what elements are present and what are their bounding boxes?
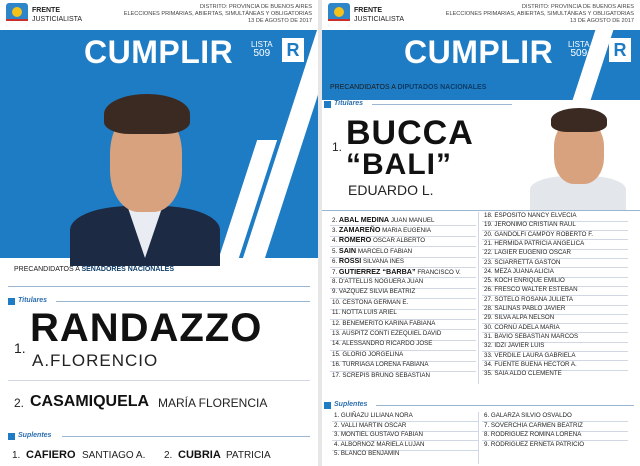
candidate-row [334, 450, 399, 459]
candidate-row [332, 226, 431, 236]
candidate-number: 2. [334, 421, 340, 429]
candidate-name: RODRIGUEZ ROMINA LORENA [490, 431, 582, 439]
titular-surname: CASAMIQUELA [30, 393, 150, 410]
candidate-given-name: VAZQUEZ SILVIA BEATRIZ [338, 288, 416, 296]
district-info [124, 4, 312, 25]
candidate-given-name: SILVANA INES [363, 258, 405, 266]
candidate-number: 1. [332, 140, 343, 154]
list-number-value: 509 [253, 48, 271, 59]
candidate-nickname: “BALI” [346, 148, 452, 181]
candidate-name: MONTIEL GUSTAVO FABIAN [340, 431, 423, 439]
category-prefix: PRECANDIDATOS A [330, 84, 396, 91]
brand-label [354, 6, 404, 24]
candidate-given-name: MARCELO FABIAN [357, 247, 413, 255]
candidate-number: 33. [484, 351, 493, 359]
candidate-row [332, 247, 412, 257]
candidate-name: CORNÚ ADELA MARIA [494, 323, 560, 331]
brand-name: FRENTE [354, 7, 382, 14]
party-logo-icon [6, 3, 28, 27]
candidate-number: 32. [484, 342, 493, 350]
candidate-surname: SAIN [338, 245, 357, 255]
brand-sub: JUSTICIALISTA [32, 16, 83, 23]
candidate-row [484, 412, 572, 421]
titular-surname: RANDAZZO [30, 306, 263, 350]
candidate-row [484, 305, 565, 314]
list-label: LISTA [251, 40, 273, 49]
category-title [14, 266, 174, 273]
party-name: CUMPLIR [84, 34, 234, 70]
candidate-given-name: OSCAR ALBERTO [372, 237, 426, 245]
candidate-surname: ABAL MEDINA [338, 214, 390, 224]
candidate-number: 25. [484, 277, 493, 285]
candidate-name: RODRIGUEZ ERNETA PATRICIO [490, 440, 585, 448]
candidate-surname: BUCCA [346, 114, 474, 152]
category-prefix: PRECANDIDATOS A [14, 266, 80, 273]
party-logo-icon [328, 3, 350, 27]
date-line: 13 DE AGOSTO DE 2017 [570, 18, 634, 24]
candidate-row [332, 351, 403, 360]
candidate-number: 13. [332, 329, 341, 337]
ballot-header [322, 0, 640, 30]
suplentes-label: Suplentes [334, 401, 368, 408]
candidate-name: LAGIER EUGENIO OSCAR [494, 249, 572, 257]
candidate-row [334, 431, 423, 440]
candidate-row [484, 296, 573, 305]
candidate-number: 5. [334, 450, 340, 458]
suplente-surname: CAFIERO [26, 449, 76, 461]
candidate-row [484, 352, 576, 361]
deputies-ballot [322, 0, 640, 466]
titular-number: 2. [14, 396, 25, 410]
candidate-number: 3. [334, 431, 340, 439]
candidate-number: 6. [332, 258, 338, 266]
brand-label [32, 6, 82, 24]
candidate-surname: ROSSI [338, 256, 362, 266]
candidate-number: 17. [332, 371, 341, 379]
candidate-surname: GUTIERREZ “BARBA” [338, 266, 416, 276]
candidate-number: 16. [332, 361, 341, 369]
candidate-name: VERDILE LAURA GABRIELA [494, 351, 576, 359]
candidate-given-name: BENEMERITO KARINA FABIANA [342, 319, 436, 327]
candidate-name: SALINAS PABLO JAVIER [494, 305, 566, 312]
candidate-number: 21. [484, 239, 493, 247]
candidate-row [484, 212, 577, 221]
candidate-number: 6. [484, 412, 490, 419]
candidate-number: 27. [484, 295, 493, 303]
candidate-given-name: JUAN MANUEL [390, 216, 435, 224]
candidate-row [484, 422, 583, 431]
candidate-number: 8. [332, 277, 338, 285]
candidate-name: SAIA ALDO CLEMENTE [494, 370, 562, 378]
candidate-number: 5. [332, 247, 338, 255]
titular-given-name: A.FLORENCIO [32, 351, 159, 370]
senate-ballot [0, 0, 318, 466]
candidate-name: BLANCO BENJAMIN [340, 450, 400, 458]
candidate-row [334, 422, 406, 431]
candidate-number: 19. [484, 221, 493, 229]
candidate-row [332, 278, 423, 287]
district-line: DISTRITO: PROVINCIA DE BUENOS AIRES [521, 4, 634, 10]
suplente-number: 2. [164, 450, 173, 461]
candidate-name: SOVERCHIA CARMEN BEATRIZ [490, 421, 583, 429]
candidate-name: SOTELO ROSANA JULIETA [494, 295, 573, 303]
candidate-name: GUIÑAZU LILIANA NORA [340, 412, 413, 419]
candidate-name: JERONIMO CRISTIAN RAUL [494, 221, 576, 229]
election-line: ELECCIONES PRIMARIAS, ABIERTAS, SIMULTÁNEAS Y OBLIGATORIAS [445, 11, 634, 17]
candidate-name: GALARZA SILVIO OSVALDO [490, 412, 572, 419]
candidate-name: HERMIDA PATRICIA ANGELICA [494, 239, 585, 247]
candidate-row [332, 268, 461, 278]
candidate-row [332, 288, 415, 297]
candidate-given-name: GLORIO JORGELINA [342, 350, 404, 358]
candidate-number: 14. [332, 340, 341, 348]
candidate-row [484, 268, 554, 277]
suplente-given-name: PATRICIA [226, 450, 271, 461]
section-marker-icon [324, 101, 331, 108]
candidate-row [332, 236, 425, 246]
election-line: ELECCIONES PRIMARIAS, ABIERTAS, SIMULTÁNEAS Y OBLIGATORIAS [123, 11, 312, 17]
candidate-number: 22. [484, 249, 493, 257]
candidate-number: 4. [332, 237, 338, 245]
candidate-name: FRESCO WALTER ESTEBAN [494, 286, 578, 294]
candidate-row [332, 361, 429, 370]
candidate-row [332, 330, 441, 339]
candidate-name: ESPOSITO NANCY ELVECIA [494, 212, 577, 219]
candidate-row [484, 333, 578, 342]
brand-name: FRENTE [32, 7, 60, 14]
candidate-number: 31. [484, 332, 493, 340]
candidate-row [334, 412, 413, 421]
candidate-row [484, 370, 562, 379]
candidate-number: 3. [332, 226, 338, 234]
candidate-number: 11. [332, 309, 341, 317]
candidate-name: BAVIO SEBASTIAN MARCOS [494, 332, 579, 340]
list-letter-badge: R [609, 38, 631, 62]
suplente-surname: CUBRIA [178, 449, 221, 461]
candidate-given-name: AUSPITZ CONTI EZEQUIEL DAVID [342, 329, 442, 337]
candidate-row [332, 340, 432, 349]
list-number [251, 40, 273, 58]
candidate-name: IDZI JAVIER LUIS [494, 342, 545, 350]
date-line: 13 DE AGOSTO DE 2017 [248, 18, 312, 24]
candidate-number: 20. [484, 230, 493, 238]
list-label: LISTA [568, 40, 590, 49]
candidate-row [484, 259, 560, 268]
candidate-row [484, 342, 544, 351]
candidate-given-name: SCREPIS BRUNO SEBASTIAN [342, 371, 431, 379]
ballot-header [0, 0, 318, 30]
party-name: CUMPLIR [404, 34, 554, 70]
candidate-row [332, 372, 430, 381]
candidate-row [332, 299, 408, 308]
candidate-given-name: CESTONA GERMAN E. [342, 298, 409, 306]
titular-given-name: MARÍA FLORENCIA [158, 396, 268, 410]
candidate-row [484, 286, 578, 295]
candidate-given-name: TURRIAGA LORENA FABIANA [342, 361, 429, 369]
candidate-given-name: D'ATTELLIS NOGUERA JUAN [338, 277, 424, 285]
candidate-number: 15. [332, 350, 341, 358]
titular-number: 1. [14, 340, 26, 356]
candidate-row [484, 240, 584, 249]
candidate-number: 9. [332, 288, 338, 296]
candidate-row [334, 441, 424, 450]
titulares-label: Titulares [334, 100, 364, 107]
candidate-row [332, 216, 435, 226]
suplente-number: 1. [12, 450, 21, 461]
candidate-name: ALBORNOZ MARIELA LUJAN [340, 440, 425, 448]
candidate-number: 7. [332, 268, 338, 276]
candidate-number: 29. [484, 314, 493, 322]
candidate-row [484, 221, 576, 230]
candidate-name: GANDOLFI CAMPOY ROBERTO F. [494, 230, 594, 238]
candidate-number: 23. [484, 258, 493, 266]
candidate-row [484, 361, 577, 370]
candidate-number: 34. [484, 360, 493, 368]
candidate-name: MEZA JUANA ALICIA [494, 267, 554, 275]
candidate-given-name: NOTTA LUIS ARIEL [341, 309, 397, 317]
candidate-name: SCIARRETTA GASTON [494, 258, 561, 266]
candidate-name: SILVA ALPA NELSON [494, 314, 555, 322]
candidate-name: KOCH ENRIQUE EMILIO [494, 277, 565, 285]
candidate-number: 35. [484, 370, 493, 378]
candidate-name: FUENTE BUENA HECTOR A. [494, 360, 577, 368]
district-info [446, 4, 634, 25]
candidate-surname: ROMERO [338, 235, 372, 245]
candidate-row [484, 324, 560, 333]
candidate-number: 26. [484, 286, 493, 294]
district-line: DISTRITO: PROVINCIA DE BUENOS AIRES [199, 4, 312, 10]
candidate-number: 12. [332, 319, 341, 327]
category-name: SENADORES NACIONALES [81, 266, 175, 273]
section-marker-icon [8, 433, 15, 440]
candidate-given-name: FRANCISCO V. [417, 268, 461, 276]
section-marker-icon [324, 402, 331, 409]
candidate-number: 18. [484, 212, 493, 219]
candidate-given-name: ALESSANDRO RICARDO JOSE [342, 340, 433, 348]
candidate-row [332, 309, 397, 318]
candidate-row [332, 257, 404, 267]
candidate-given-name: EDUARDO L. [348, 182, 434, 198]
candidate-number: 1. [334, 412, 340, 419]
candidate-name: VALLI MARTIN OSCAR [340, 421, 407, 429]
candidate-number: 7. [484, 421, 490, 429]
candidate-row [484, 314, 554, 323]
candidate-number: 2. [332, 216, 338, 224]
candidate-row [484, 431, 581, 440]
candidate-number: 28. [484, 305, 493, 312]
titulares-label: Titulares [18, 297, 48, 304]
brand-sub: JUSTICIALISTA [354, 16, 405, 23]
candidate-number: 10. [332, 298, 341, 306]
hero-banner [0, 30, 318, 258]
suplente-given-name: SANTIAGO A. [82, 450, 146, 461]
candidate-number: 9. [484, 440, 490, 448]
list-number-value: 509 [570, 48, 588, 59]
candidate-number: 24. [484, 267, 493, 275]
candidate-row [332, 320, 435, 329]
candidate-row [484, 277, 565, 286]
candidate-given-name: MARIA EUGENIA [382, 226, 431, 234]
section-marker-icon [8, 298, 15, 305]
category-name: DIPUTADOS NACIONALES [397, 84, 487, 91]
candidate-number: 30. [484, 323, 493, 331]
candidate-number: 8. [484, 431, 490, 439]
suplentes-label: Suplentes [18, 432, 52, 439]
candidate-row [484, 441, 584, 450]
list-letter-badge: R [282, 38, 304, 62]
category-title [330, 84, 486, 91]
candidate-row [484, 249, 571, 258]
candidate-row [484, 231, 593, 240]
candidate-surname: ZAMAREÑO [338, 224, 381, 234]
list-number [568, 40, 590, 58]
candidate-number: 4. [334, 440, 340, 448]
